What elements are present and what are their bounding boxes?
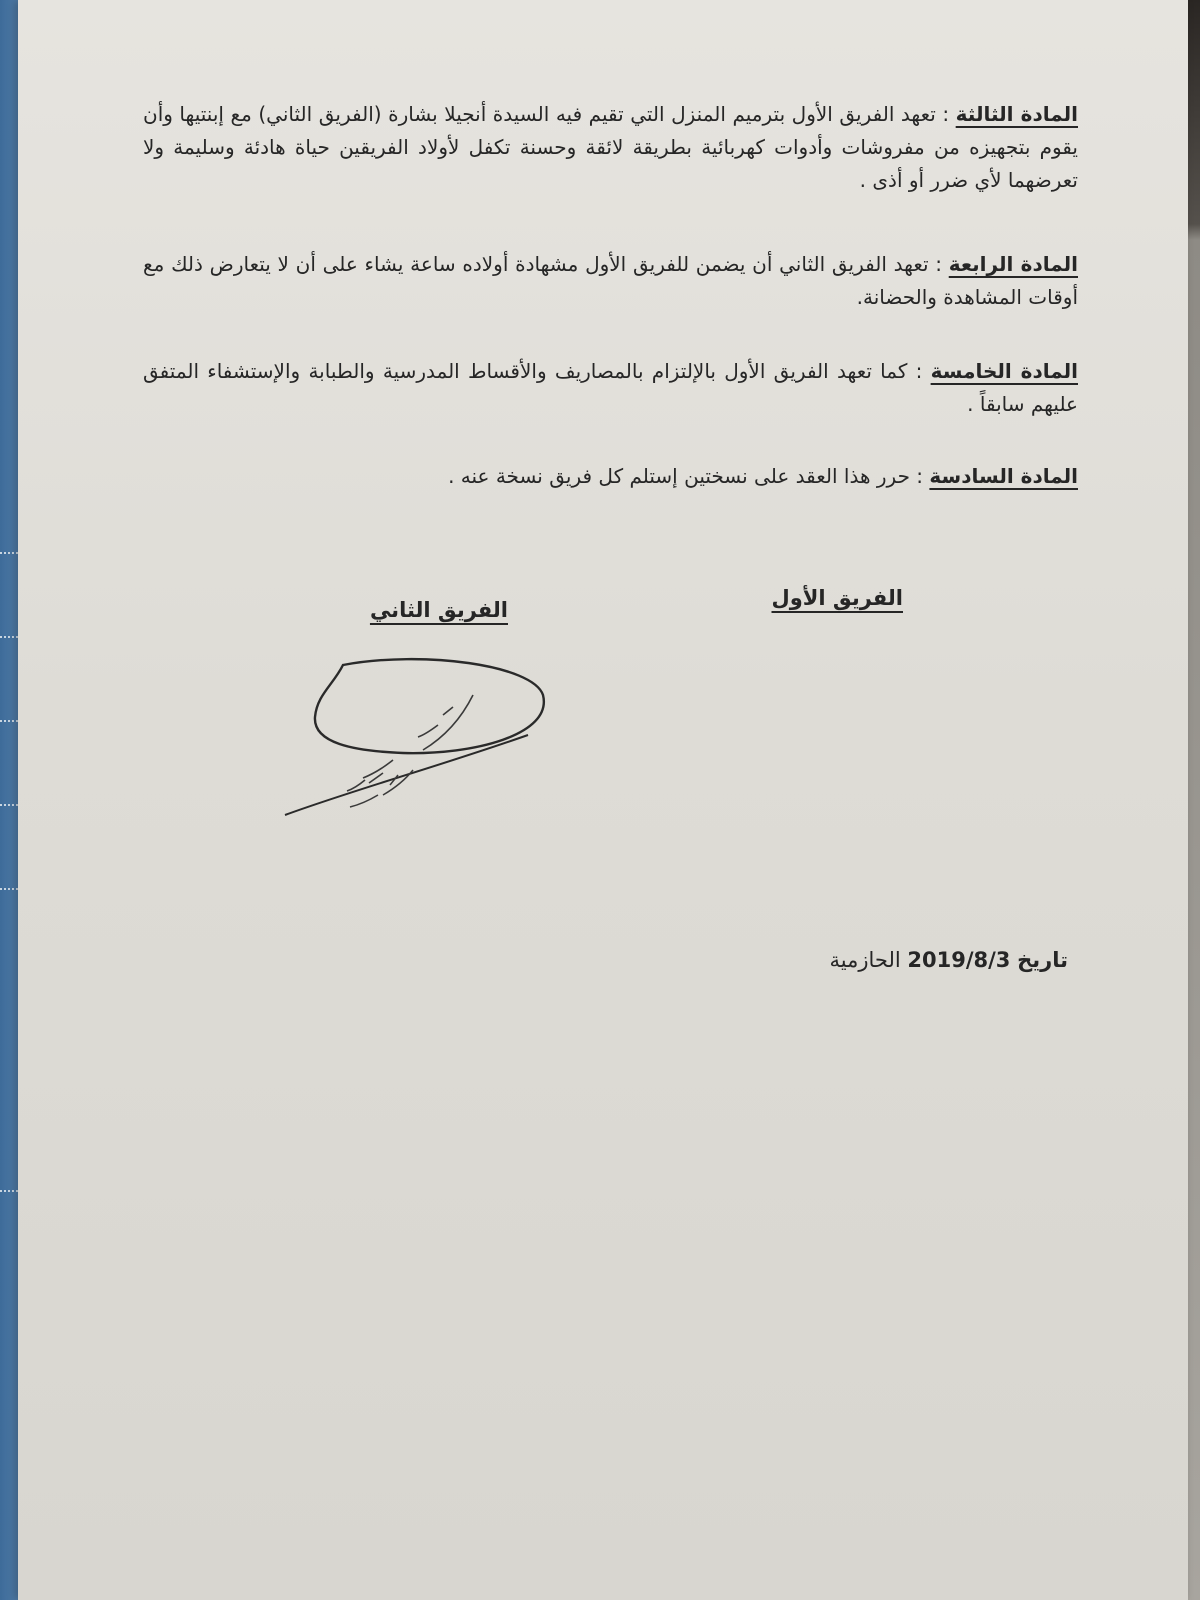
- date-label: تاريخ: [1017, 948, 1068, 972]
- article-title: المادة السادسة: [929, 464, 1078, 488]
- signature-stroke: [285, 735, 528, 815]
- article-four: [143, 248, 1078, 314]
- article-six: [143, 460, 1078, 493]
- article-body: : حرر هذا العقد على نسختين إستلم كل فريق نسخة عنه .: [448, 464, 924, 488]
- party-two-label: الفريق الثاني: [369, 598, 508, 622]
- handwritten-signature: [273, 655, 563, 830]
- article-body: : تعهد الفريق الثاني أن يضمن للفريق الأول مشهادة أولاده ساعة يشاء على أن لا يتعارض ذلك مع أوقات المشاهدة والحضانة.: [143, 252, 1078, 309]
- article-title: المادة الرابعة: [948, 252, 1078, 276]
- background-surface-right: [1186, 0, 1200, 1600]
- date-place: الحازمية: [829, 948, 901, 972]
- article-body: : تعهد الفريق الأول بترميم المنزل التي تقيم فيه السيدة أنجيلا بشارة (الفريق الثاني) مع إبنتيها وأن يقوم بتجهيزه من مفروشات وأدوات كهربائية بطريقة لائقة وحسنة تكفل لأولاد الفريقين حياة هادئة وسليمة ولا تعرضهما لأي ضرر أو أذى .: [143, 102, 1078, 192]
- signature-scribble: [347, 695, 473, 791]
- article-three: [143, 98, 1078, 197]
- article-body: : كما تعهد الفريق الأول بالإلتزام بالمصاريف والأقساط المدرسية والطبابة والإستشفاء المتفق عليهم سابقاً .: [143, 359, 1078, 416]
- date-value: 2019/8/3: [907, 948, 1011, 972]
- date-line: [830, 948, 1068, 972]
- document-page: [18, 0, 1188, 1600]
- signature-loop: [315, 659, 544, 753]
- article-title: المادة الثالثة: [955, 102, 1078, 126]
- article-five: [143, 355, 1078, 421]
- party-one-label: الفريق الأول: [771, 586, 903, 610]
- article-title: المادة الخامسة: [930, 359, 1078, 383]
